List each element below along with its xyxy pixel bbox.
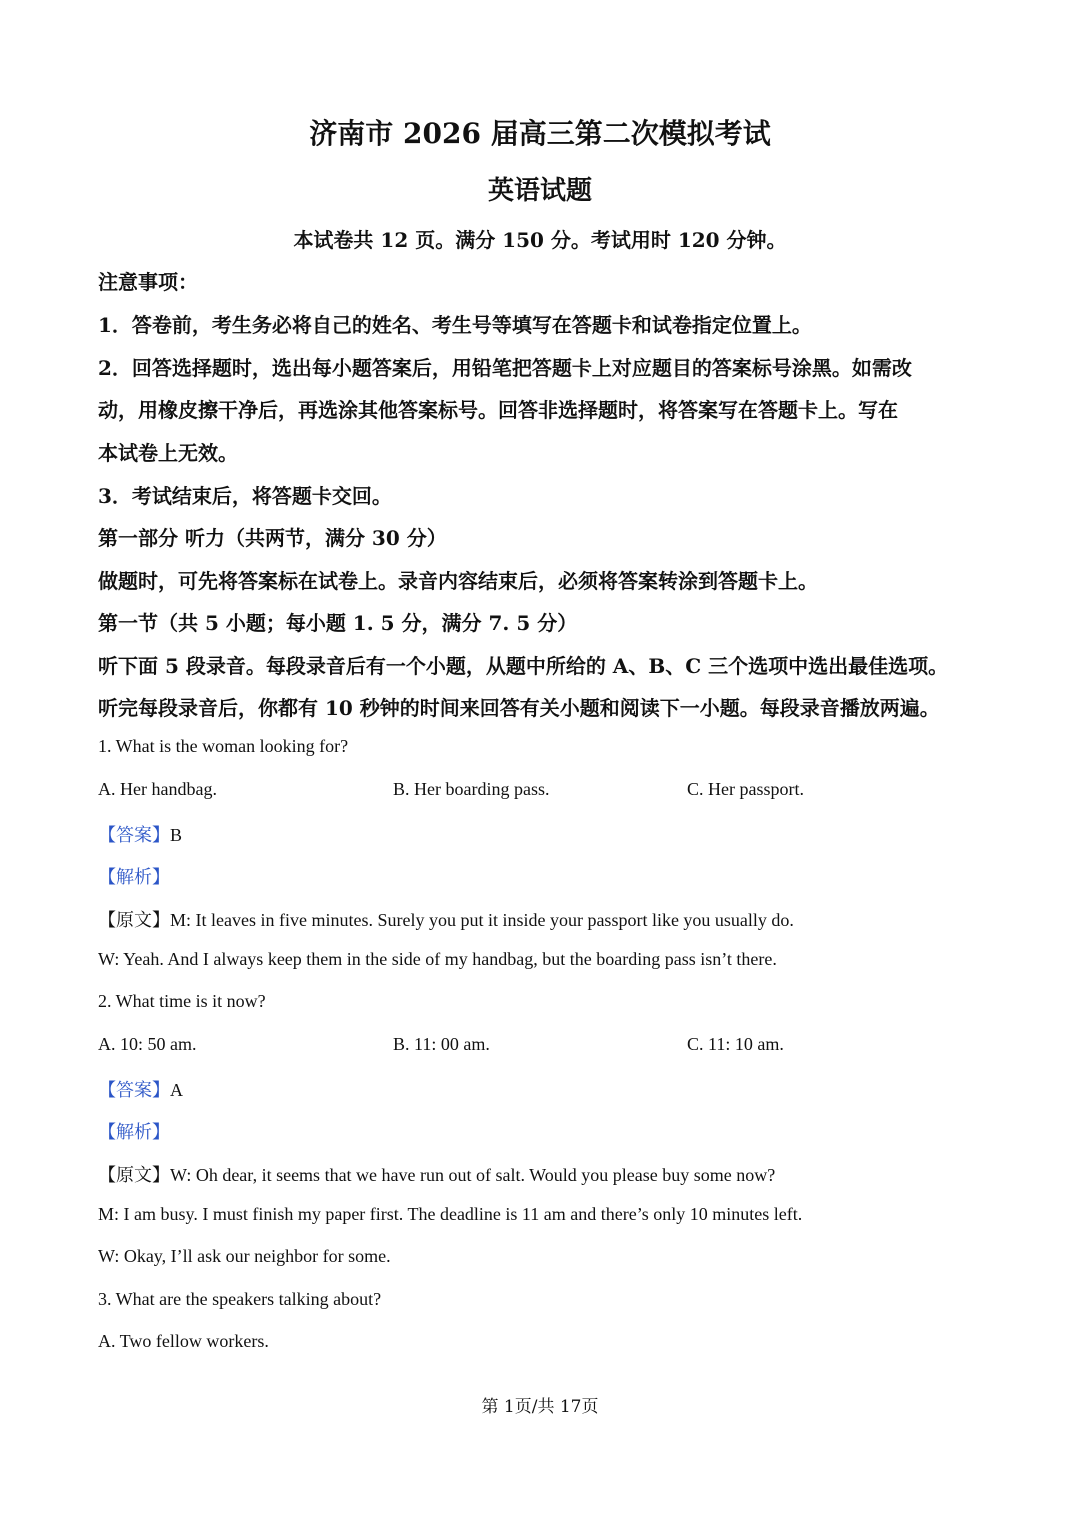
q1-option-c: C. Her passport. [687,779,804,799]
q2-option-b: B. 11: 00 am. [393,1034,490,1054]
notes-item-2-line-1: 2．回答选择题时，选出每小题答案后，用铅笔把答题卡上对应题目的答案标号涂黑。如需改 [98,356,912,380]
q1-option-b: B. Her boarding pass. [393,779,550,799]
analysis-label: 【解析】 [98,1122,170,1143]
q1-answer-value: B [170,825,183,845]
page-footer: 第 1页/共 17页 [481,1397,599,1417]
q2-question: 2. What time is it now? [98,991,266,1011]
notes-item-1: 1．答卷前，考生务必将自己的姓名、考生号等填写在答题卡和试卷指定位置上。 [98,313,812,337]
transcript-label: 【原文】 [98,1165,170,1186]
q2-transcript-2: M: I am busy. I must finish my paper first. The deadline is 11 am and there’s only 10 minutes left. [98,1204,803,1224]
q3-option-a: A. Two fellow workers. [98,1331,269,1351]
q2-option-a: A. 10: 50 am. [98,1034,197,1054]
section1-instruction-1: 听下面 5 段录音。每段录音后有一个小题，从题中所给的 A、B、C 三个选项中选出最佳选项。 [98,654,949,678]
q1-question: 1. What is the woman looking for? [98,736,349,756]
exam-subtitle: 英语试题 [487,176,592,206]
q2-analysis [98,1118,170,1144]
transcript-label: 【原文】 [98,910,170,931]
exam-title: 济南市 2026 届高三第二次模拟考试 [309,117,771,150]
q2-option-c: C. 11: 10 am. [687,1034,784,1054]
notes-item-2-line-3: 本试卷上无效。 [98,441,238,465]
q2-answer [98,1076,183,1102]
q1-option-a: A. Her handbag. [98,779,217,799]
q1-transcript-1 [98,906,794,932]
q1-transcript-2: W: Yeah. And I always keep them in the side of my handbag, but the boarding pass isn’t there. [98,949,777,969]
analysis-label: 【解析】 [98,867,170,888]
q2-transcript-1 [98,1161,775,1187]
q2-transcript-line-1: W: Oh dear, it seems that we have run out of salt. Would you please buy some now? [170,1165,776,1185]
notes-heading: 注意事项： [98,270,198,294]
q1-transcript-line-1: M: It leaves in five minutes. Surely you put it inside your passport like you usually do. [170,910,794,930]
answer-label: 【答案】 [98,825,170,846]
part1-heading: 第一部分 听力（共两节，满分 30 分） [98,526,447,550]
exam-info: 本试卷共 12 页。满分 150 分。考试用时 120 分钟。 [293,228,787,252]
answer-label: 【答案】 [98,1080,170,1101]
q1-answer [98,821,182,847]
section1-heading: 第一节（共 5 小题；每小题 1. 5 分，满分 7. 5 分） [98,611,578,635]
q3-question: 3. What are the speakers talking about? [98,1289,382,1309]
q2-answer-value: A [170,1080,183,1100]
section1-instruction-2: 听完每段录音后，你都有 10 秒钟的时间来回答有关小题和阅读下一小题。每段录音播放两遍。 [98,696,940,720]
q1-analysis [98,863,170,889]
part1-instruction: 做题时，可先将答案标在试卷上。录音内容结束后，必须将答案转涂到答题卡上。 [98,569,818,593]
notes-item-2-line-2: 动，用橡皮擦干净后，再选涂其他答案标号。回答非选择题时，将答案写在答题卡上。写在 [98,398,898,422]
q2-transcript-3: W: Okay, I’ll ask our neighbor for some. [98,1246,391,1266]
notes-item-3: 3．考试结束后，将答题卡交回。 [98,484,392,508]
